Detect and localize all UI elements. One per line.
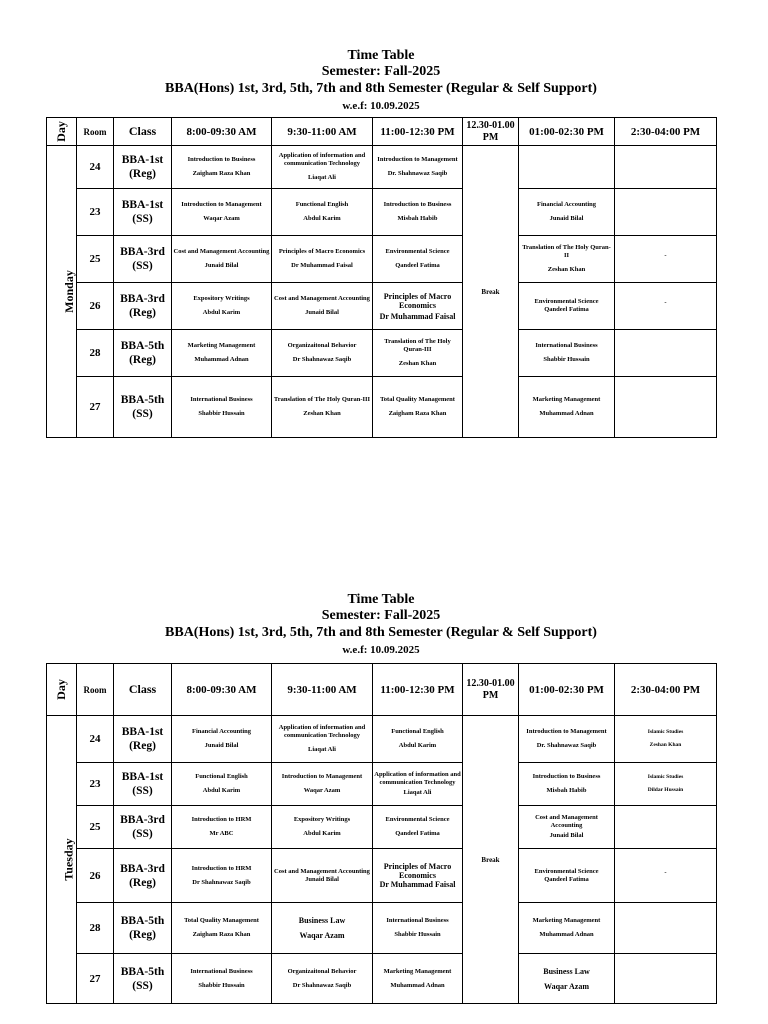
course-cell: Introduction to Business Zaigham Raza Khan — [172, 146, 272, 189]
program-label: BBA(Hons) 1st, 3rd, 5th, 7th and 8th Semester (Regular & Self Support) — [165, 81, 597, 96]
timetable-monday — [46, 48, 716, 438]
course-cell: Total Quality Management Zaigham Raza Khan — [373, 377, 463, 438]
room-cell: 23 — [77, 763, 114, 806]
header-slot-2: 9:30-11:00 AM — [272, 664, 373, 716]
room-cell: 25 — [77, 236, 114, 283]
course-cell: Introduction to Management Waqar Azam — [272, 763, 373, 806]
course-cell: Application of information and communication Technology Liaqat Ali — [272, 146, 373, 189]
course-cell: Expository Writings Abdul Karim — [172, 283, 272, 330]
course-cell: Introduction to Business Misbah Habib — [519, 763, 615, 806]
course-cell: Marketing Management Muhammad Adnan — [519, 377, 615, 438]
course-cell: Marketing Management Muhammad Adnan — [172, 330, 272, 377]
room-cell: 28 — [77, 903, 114, 954]
timetable-title: Time Table — [347, 48, 415, 63]
course-cell: Cost and Management Accounting Junaid Bilal — [272, 283, 373, 330]
course-cell: Islamic Studies Zeshan Khan — [615, 716, 717, 763]
course-cell: - — [615, 283, 717, 330]
table-row — [47, 954, 717, 1004]
course-cell: Marketing Management Muhammad Adnan — [373, 954, 463, 1004]
schedule-table — [46, 117, 717, 438]
class-cell: BBA-1st (SS) — [114, 189, 172, 236]
class-cell: BBA-5th (Reg) — [114, 903, 172, 954]
room-cell: 27 — [77, 377, 114, 438]
program-label: BBA(Hons) 1st, 3rd, 5th, 7th and 8th Semester (Regular & Self Support) — [165, 625, 597, 640]
header-slot-3: 11:00-12:30 PM — [373, 664, 463, 716]
course-cell — [615, 189, 717, 236]
day-cell: Tuesday — [47, 716, 77, 1004]
header-row — [47, 118, 717, 146]
course-cell: Functional English Abdul Karim — [172, 763, 272, 806]
course-cell: Introduction to HRM Mr ABC — [172, 806, 272, 849]
header-slot-1: 8:00-09:30 AM — [172, 118, 272, 146]
course-cell: Functional English Abdul Karim — [272, 189, 373, 236]
break-cell: Break — [463, 146, 519, 438]
course-cell — [615, 377, 717, 438]
table-row — [47, 716, 717, 763]
course-cell: Introduction to Management Dr. Shahnawaz Saqib — [519, 716, 615, 763]
course-cell: International Business Shabbir Hussain — [172, 377, 272, 438]
course-cell: Business Law Waqar Azam — [519, 954, 615, 1004]
room-cell: 27 — [77, 954, 114, 1004]
course-cell: Cost and Management Accounting Junaid Bilal — [519, 806, 615, 849]
header-row — [47, 664, 717, 716]
header-slot-3: 11:00-12:30 PM — [373, 118, 463, 146]
header-class: Class — [114, 664, 172, 716]
header-slot-1: 8:00-09:30 AM — [172, 664, 272, 716]
room-cell: 24 — [77, 716, 114, 763]
course-cell: Introduction to Business Misbah Habib — [373, 189, 463, 236]
room-cell: 28 — [77, 330, 114, 377]
course-cell: Application of information and communication Technology Liaqat Ali — [272, 716, 373, 763]
room-cell: 23 — [77, 189, 114, 236]
schedule-table — [46, 663, 717, 1004]
course-cell: Translation of The Holy Quran-III Zeshan Khan — [272, 377, 373, 438]
header-slot-4: 01:00-02:30 PM — [519, 118, 615, 146]
day-cell: Monday — [47, 146, 77, 438]
header-slot-2: 9:30-11:00 AM — [272, 118, 373, 146]
course-cell: - — [615, 236, 717, 283]
course-cell: Financial Accounting Junaid Bilal — [172, 716, 272, 763]
class-cell: BBA-3rd (SS) — [114, 236, 172, 283]
course-cell — [615, 146, 717, 189]
header-break: 12.30-01.00 PM — [463, 118, 519, 146]
course-cell: Environmental Science Qandeel Fatima — [373, 236, 463, 283]
course-cell — [615, 330, 717, 377]
room-cell: 26 — [77, 283, 114, 330]
table-row — [47, 146, 717, 189]
course-cell: Functional English Abdul Karim — [373, 716, 463, 763]
course-cell: Financial Accounting Junaid Bilal — [519, 189, 615, 236]
class-cell: BBA-3rd (Reg) — [114, 849, 172, 903]
timetable-tuesday — [46, 592, 716, 1004]
semester-label: Semester: Fall-2025 — [321, 608, 441, 623]
header-class: Class — [114, 118, 172, 146]
class-cell: BBA-1st (SS) — [114, 763, 172, 806]
class-cell: BBA-5th (SS) — [114, 954, 172, 1004]
table-row — [47, 763, 717, 806]
course-cell: Introduction to Management Waqar Azam — [172, 189, 272, 236]
break-cell: Break — [463, 716, 519, 1004]
course-cell: Introduction to Management Dr. Shahnawaz Saqib — [373, 146, 463, 189]
class-cell: BBA-3rd (SS) — [114, 806, 172, 849]
course-cell — [519, 146, 615, 189]
course-cell: Introduction to HRM Dr Shahnawaz Saqib — [172, 849, 272, 903]
course-cell: Expository Writings Abdul Karim — [272, 806, 373, 849]
header-day: Day — [47, 118, 77, 146]
course-cell: International Business Shabbir Hussain — [373, 903, 463, 954]
course-cell — [615, 954, 717, 1004]
header-break: 12.30-01.00 PM — [463, 664, 519, 716]
header-room: Room — [77, 118, 114, 146]
table-row — [47, 903, 717, 954]
course-cell: Translation of The Holy Quran-III Zeshan Khan — [373, 330, 463, 377]
table-row — [47, 283, 717, 330]
course-cell: Principles of Macro Economics Dr Muhammad Faisal — [272, 236, 373, 283]
course-cell: Marketing Management Muhammad Adnan — [519, 903, 615, 954]
course-cell: Environmental Science Qandeel Fatima — [373, 806, 463, 849]
class-cell: BBA-1st (Reg) — [114, 716, 172, 763]
course-cell: Total Quality Management Zaigham Raza Khan — [172, 903, 272, 954]
table-row — [47, 330, 717, 377]
room-cell: 25 — [77, 806, 114, 849]
course-cell: Principles of Macro Economics Dr Muhammad Faisal — [373, 849, 463, 903]
header-day: Day — [47, 664, 77, 716]
room-cell: 24 — [77, 146, 114, 189]
course-cell — [615, 806, 717, 849]
class-cell: BBA-5th (Reg) — [114, 330, 172, 377]
header-room: Room — [77, 664, 114, 716]
course-cell: Principles of Macro Economics Dr Muhammad Faisal — [373, 283, 463, 330]
course-cell: Cost and Management Accounting Junaid Bilal — [272, 849, 373, 903]
course-cell: Cost and Management Accounting Junaid Bilal — [172, 236, 272, 283]
class-cell: BBA-1st (Reg) — [114, 146, 172, 189]
course-cell — [615, 903, 717, 954]
wef-date: w.e.f: 10.09.2025 — [342, 644, 420, 656]
course-cell: Translation of The Holy Quran-II Zeshan Khan — [519, 236, 615, 283]
room-cell: 26 — [77, 849, 114, 903]
timetable-title: Time Table — [347, 592, 415, 607]
class-cell: BBA-3rd (Reg) — [114, 283, 172, 330]
course-cell: International Business Shabbir Hussain — [519, 330, 615, 377]
table-row — [47, 806, 717, 849]
class-cell: BBA-5th (SS) — [114, 377, 172, 438]
header-slot-4: 01:00-02:30 PM — [519, 664, 615, 716]
header-slot-5: 2:30-04:00 PM — [615, 118, 717, 146]
course-cell: Business Law Waqar Azam — [272, 903, 373, 954]
table-row — [47, 377, 717, 438]
table-row — [47, 849, 717, 903]
course-cell: - — [615, 849, 717, 903]
table-row — [47, 236, 717, 283]
course-cell: Application of information and communication Technology Liaqat Ali — [373, 763, 463, 806]
course-cell: International Business Shabbir Hussain — [172, 954, 272, 1004]
course-cell: Environmental Science Qandeel Fatima — [519, 849, 615, 903]
wef-date: w.e.f: 10.09.2025 — [342, 100, 420, 112]
course-cell: Organizaitonal Behavior Dr Shahnawaz Saqib — [272, 330, 373, 377]
course-cell: Islamic Studies Dildar Hussain — [615, 763, 717, 806]
header-slot-5: 2:30-04:00 PM — [615, 664, 717, 716]
course-cell: Environmental Science Qandeel Fatima — [519, 283, 615, 330]
semester-label: Semester: Fall-2025 — [321, 64, 441, 79]
course-cell: Organizaitonal Behavior Dr Shahnawaz Saqib — [272, 954, 373, 1004]
table-row — [47, 189, 717, 236]
